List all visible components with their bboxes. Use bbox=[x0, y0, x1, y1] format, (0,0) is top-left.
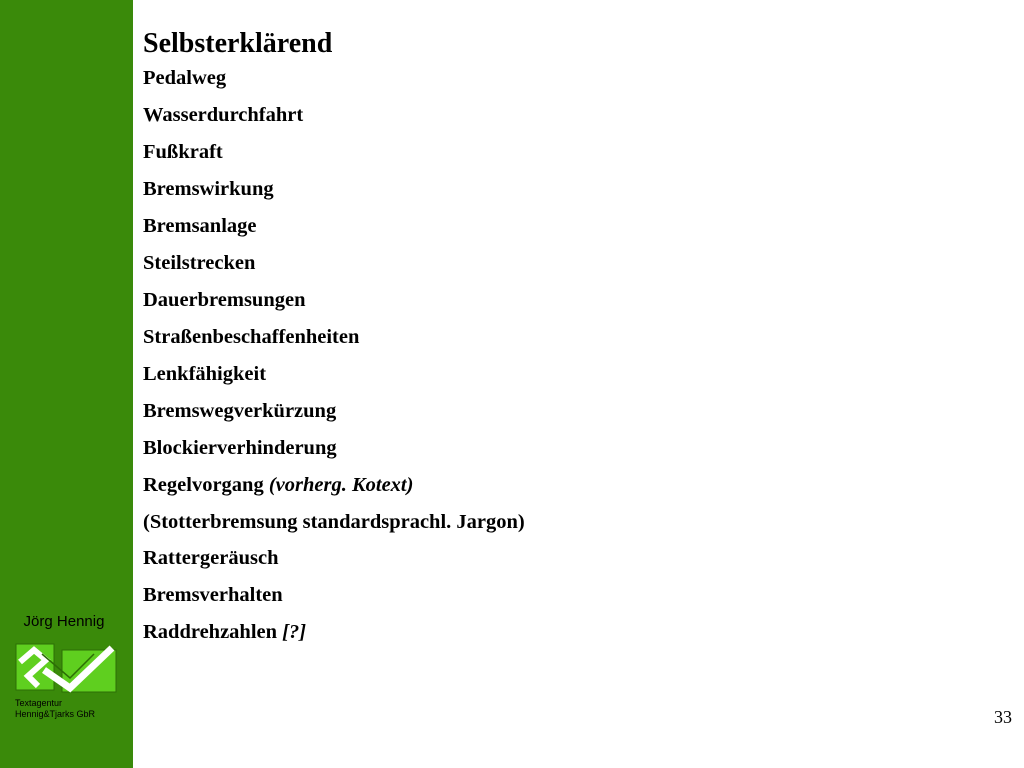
list-item: Fußkraft bbox=[143, 141, 223, 163]
page-number: 33 bbox=[994, 707, 1012, 727]
agency-line-1: Textagentur bbox=[15, 698, 63, 708]
item-note: [?] bbox=[282, 621, 307, 643]
agency-name bbox=[15, 698, 95, 720]
list-item: Bremswirkung bbox=[143, 178, 274, 200]
list-item: Pedalweg bbox=[143, 67, 227, 89]
term-list bbox=[143, 67, 563, 644]
item-note: (vorherg. Kotext) bbox=[268, 474, 414, 496]
list-item: Wasserdurchfahrt bbox=[143, 104, 304, 126]
list-item: (Stotterbremsung standardsprachl. Jargon) bbox=[143, 511, 525, 533]
list-item: Raddrehzahlen [?] bbox=[143, 621, 307, 643]
sidebar bbox=[0, 0, 133, 768]
list-item: Straßenbeschaffenheiten bbox=[143, 326, 360, 348]
list-item: Blockierverhinderung bbox=[143, 437, 337, 459]
list-item: Regelvorgang (vorherg. Kotext) bbox=[143, 474, 414, 496]
list-item: Lenkfähigkeit bbox=[143, 363, 267, 385]
list-item: Steilstrecken bbox=[143, 252, 256, 274]
agency-line-2: Hennig&Tjarks GbR bbox=[15, 709, 96, 719]
author-name: Jörg Hennig bbox=[23, 613, 105, 630]
list-item: Bremsanlage bbox=[143, 215, 257, 237]
list-item: Dauerbremsungen bbox=[143, 289, 306, 311]
list-item: Bremswegverkürzung bbox=[143, 400, 337, 422]
list-item: Rattergeräusch bbox=[143, 547, 279, 569]
slide-content bbox=[143, 26, 563, 658]
list-item: Bremsverhalten bbox=[143, 584, 283, 606]
agency-logo-icon bbox=[14, 640, 118, 696]
slide-title: Selbsterklärend bbox=[143, 28, 333, 59]
